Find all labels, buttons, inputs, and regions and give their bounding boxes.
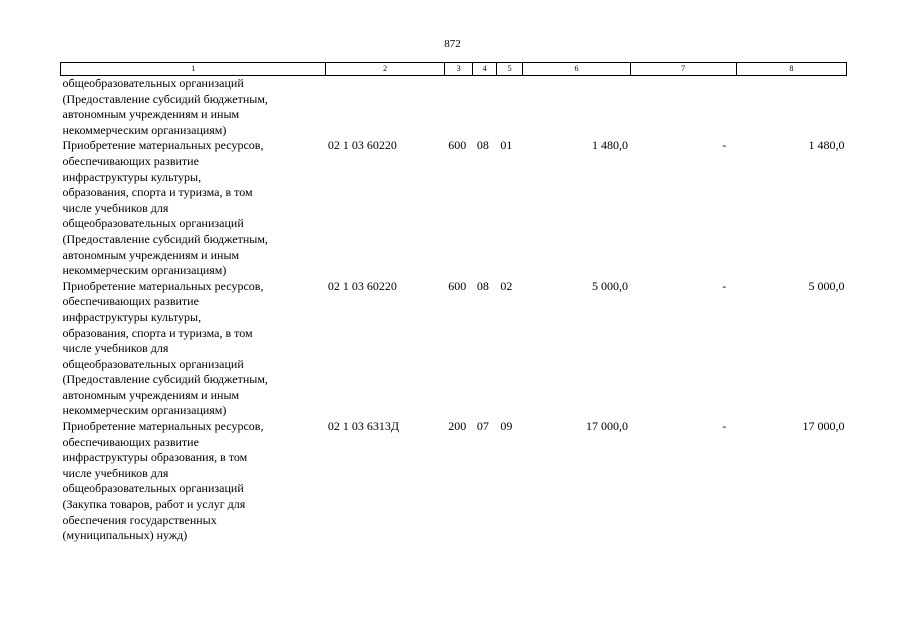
target-article-code: 02 1 03 60220 xyxy=(327,278,397,293)
column-number-header: 4 xyxy=(473,63,496,76)
change-value: - xyxy=(722,419,727,434)
subsection-code: 02 xyxy=(500,278,513,293)
item-name-cell xyxy=(61,279,326,419)
item-name-line: некоммерческим организациям) xyxy=(62,122,227,137)
item-name-line: автономным учреждениям и иным xyxy=(62,387,240,402)
item-name-line: числе учебников для xyxy=(62,200,169,215)
item-name-cell xyxy=(61,76,326,139)
item-name-line: (Предоставление субсидий бюджетным, xyxy=(62,372,268,387)
section-code: 08 xyxy=(476,138,489,153)
total-value: 1 480,0 xyxy=(808,138,845,153)
expense-type-code: 600 xyxy=(448,278,467,293)
change-value: - xyxy=(722,278,727,293)
column-number-header: 5 xyxy=(496,63,523,76)
item-name-line: инфраструктуры образования, в том xyxy=(62,450,248,465)
total-value: 17 000,0 xyxy=(802,419,845,434)
column-number-header-row xyxy=(61,63,847,76)
amount-value: 1 480,0 xyxy=(592,138,629,153)
item-name-line: инфраструктуры культуры, xyxy=(62,169,202,184)
item-name-line: автономным учреждениям и иным xyxy=(62,247,240,262)
target-article-code: 02 1 03 60220 xyxy=(327,138,397,153)
item-name-line: некоммерческим организациям) xyxy=(62,403,227,418)
item-name-line: обеспечивающих развитие xyxy=(62,294,199,309)
item-name-line: Приобретение материальных ресурсов, xyxy=(62,278,264,293)
section-code: 07 xyxy=(476,419,489,434)
column-number-header: 6 xyxy=(523,63,630,76)
item-name-line: (Предоставление субсидий бюджетным, xyxy=(62,91,268,106)
item-name-line: (Закупка товаров, работ и услуг для xyxy=(62,497,246,512)
column-number-header: 1 xyxy=(61,63,326,76)
expense-type-code: 600 xyxy=(448,138,467,153)
item-name-line: числе учебников для xyxy=(62,341,169,356)
page-number: 872 xyxy=(444,38,461,50)
item-name-line: общеобразовательных организаций xyxy=(62,76,244,90)
column-number-header: 3 xyxy=(444,63,473,76)
table-row xyxy=(61,138,847,278)
total-value: 5 000,0 xyxy=(808,278,845,293)
item-name-cell xyxy=(61,419,326,544)
item-name-line: общеобразовательных организаций xyxy=(62,481,244,496)
column-number-header: 2 xyxy=(326,63,444,76)
change-value: - xyxy=(722,138,727,153)
item-name-line: автономным учреждениям и иным xyxy=(62,107,240,122)
item-name-line: общеобразовательных организаций xyxy=(62,356,244,371)
item-name-line: обеспечения государственных xyxy=(62,512,217,527)
item-name-line: образования, спорта и туризма, в том xyxy=(62,325,253,340)
subsection-code: 09 xyxy=(500,419,513,434)
item-name-line: Приобретение материальных ресурсов, xyxy=(62,419,264,434)
item-name-line: некоммерческим организациям) xyxy=(62,263,227,278)
table-row xyxy=(61,279,847,419)
section-code: 08 xyxy=(476,278,489,293)
column-number-header: 7 xyxy=(630,63,736,76)
budget-table xyxy=(60,62,847,544)
subsection-code: 01 xyxy=(500,138,513,153)
column-number-header: 8 xyxy=(736,63,846,76)
item-name-line: (Предоставление субсидий бюджетным, xyxy=(62,231,268,246)
table-row xyxy=(61,419,847,544)
item-name-line: (муниципальных) нужд) xyxy=(62,528,188,543)
item-name-line: числе учебников для xyxy=(62,465,169,480)
continuation-row xyxy=(61,76,847,139)
item-name-cell xyxy=(61,138,326,278)
amount-value: 17 000,0 xyxy=(586,419,629,434)
item-name-line: образования, спорта и туризма, в том xyxy=(62,185,253,200)
item-name-line: инфраструктуры культуры, xyxy=(62,309,202,324)
expense-type-code: 200 xyxy=(448,419,467,434)
target-article-code: 02 1 03 6313Д xyxy=(327,419,400,434)
item-name-line: Приобретение материальных ресурсов, xyxy=(62,138,264,153)
amount-value: 5 000,0 xyxy=(592,278,629,293)
item-name-line: обеспечивающих развитие xyxy=(62,153,199,168)
item-name-line: обеспечивающих развитие xyxy=(62,434,199,449)
item-name-line: общеобразовательных организаций xyxy=(62,216,244,231)
